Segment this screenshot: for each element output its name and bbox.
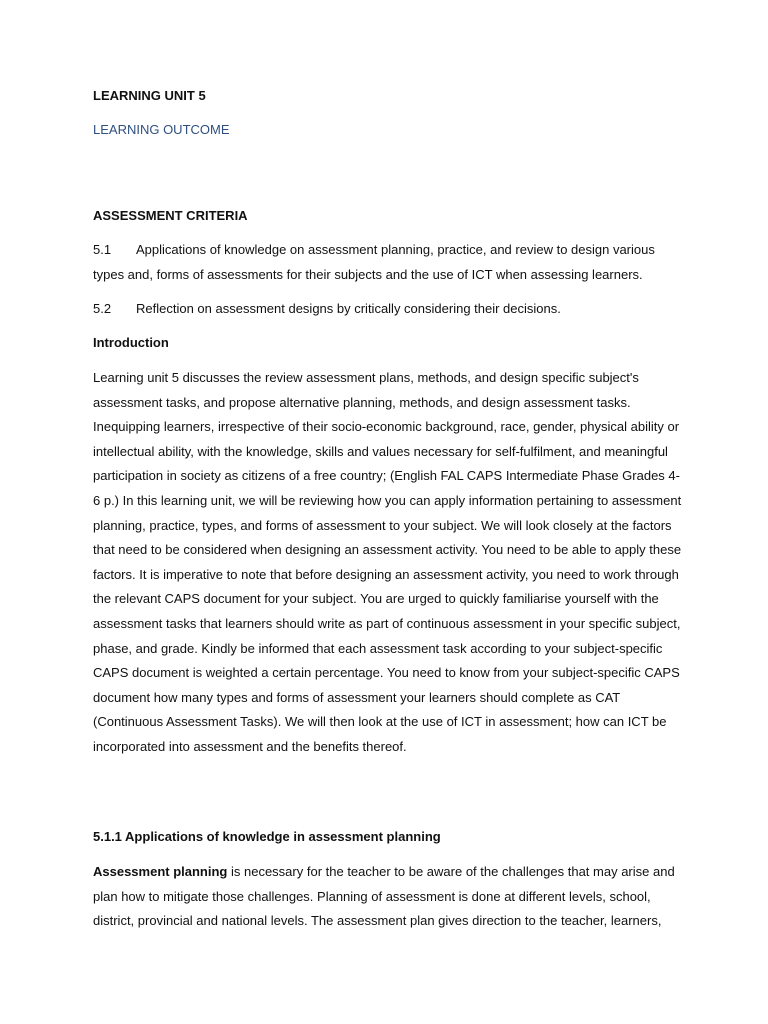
assessment-planning-text: is necessary for the teacher to be aware of the challenges that may arise and plan how to mitigate those challenges. Planning of assessment is done at different levels, school, district, provincial and national levels. The assessment plan gives direction to the teacher, learners,	[93, 864, 675, 929]
criterion-text: Applications of knowledge on assessment planning, practice, and review to design various types and, forms of assessments for their subjects and the use of ICT when assessing learners.	[93, 242, 655, 282]
section-heading: 5.1.1 Applications of knowledge in assessment planning	[93, 829, 441, 844]
criterion-number: 5.1	[93, 242, 112, 257]
assessment-planning-term: Assessment planning	[93, 864, 228, 879]
learning-outcome-heading: LEARNING OUTCOME	[93, 122, 230, 137]
introduction-paragraph: Learning unit 5 discusses the review assessment plans, methods, and design specific subject's assessment tasks, and propose alternative planning, methods, and design assessment tasks. Inequipping learners, irrespective of their socio-economic background, race, gender, physical ability or intellectual ability, with the knowledge, skills and values necessary for self-fulfilment, and meaningful participation in society as citizens of a free country; (English FAL CAPS Intermediate Phase Grades 4-6 p.) In this learning unit, we will be reviewing how you can apply information pertaining to assessment planning, practice, types, and forms of assessment to your subject. We will look closely at the factors that need to be considered when designing an assessment activity. You need to be able to apply these factors. It is imperative to note that before designing an assessment activity, you need to work through the relevant CAPS document for your subject. You are urged to quickly familiarise yourself with the assessment tasks that learners should write as part of continuous assessment in your specific subject, phase, and grade. Kindly be informed that each assessment task according to your subject-specific CAPS document is weighted a certain percentage. You need to know from your subject-specific CAPS document how many types and forms of assessment your learners should complete as CAT (Continuous Assessment Tasks). We will then look at the use of ICT in assessment; how can ICT be incorporated into assessment and the benefits thereof.	[93, 370, 682, 754]
criterion-item	[93, 238, 683, 287]
criterion-item	[93, 297, 683, 322]
learning-unit-title: LEARNING UNIT 5	[93, 88, 206, 103]
assessment-criteria-heading: ASSESSMENT CRITERIA	[93, 208, 248, 223]
assessment-planning-paragraph	[93, 860, 683, 934]
criterion-text: Reflection on assessment designs by critically considering their decisions.	[136, 301, 561, 316]
criterion-number: 5.2	[93, 301, 112, 316]
introduction-heading: Introduction	[93, 335, 169, 350]
